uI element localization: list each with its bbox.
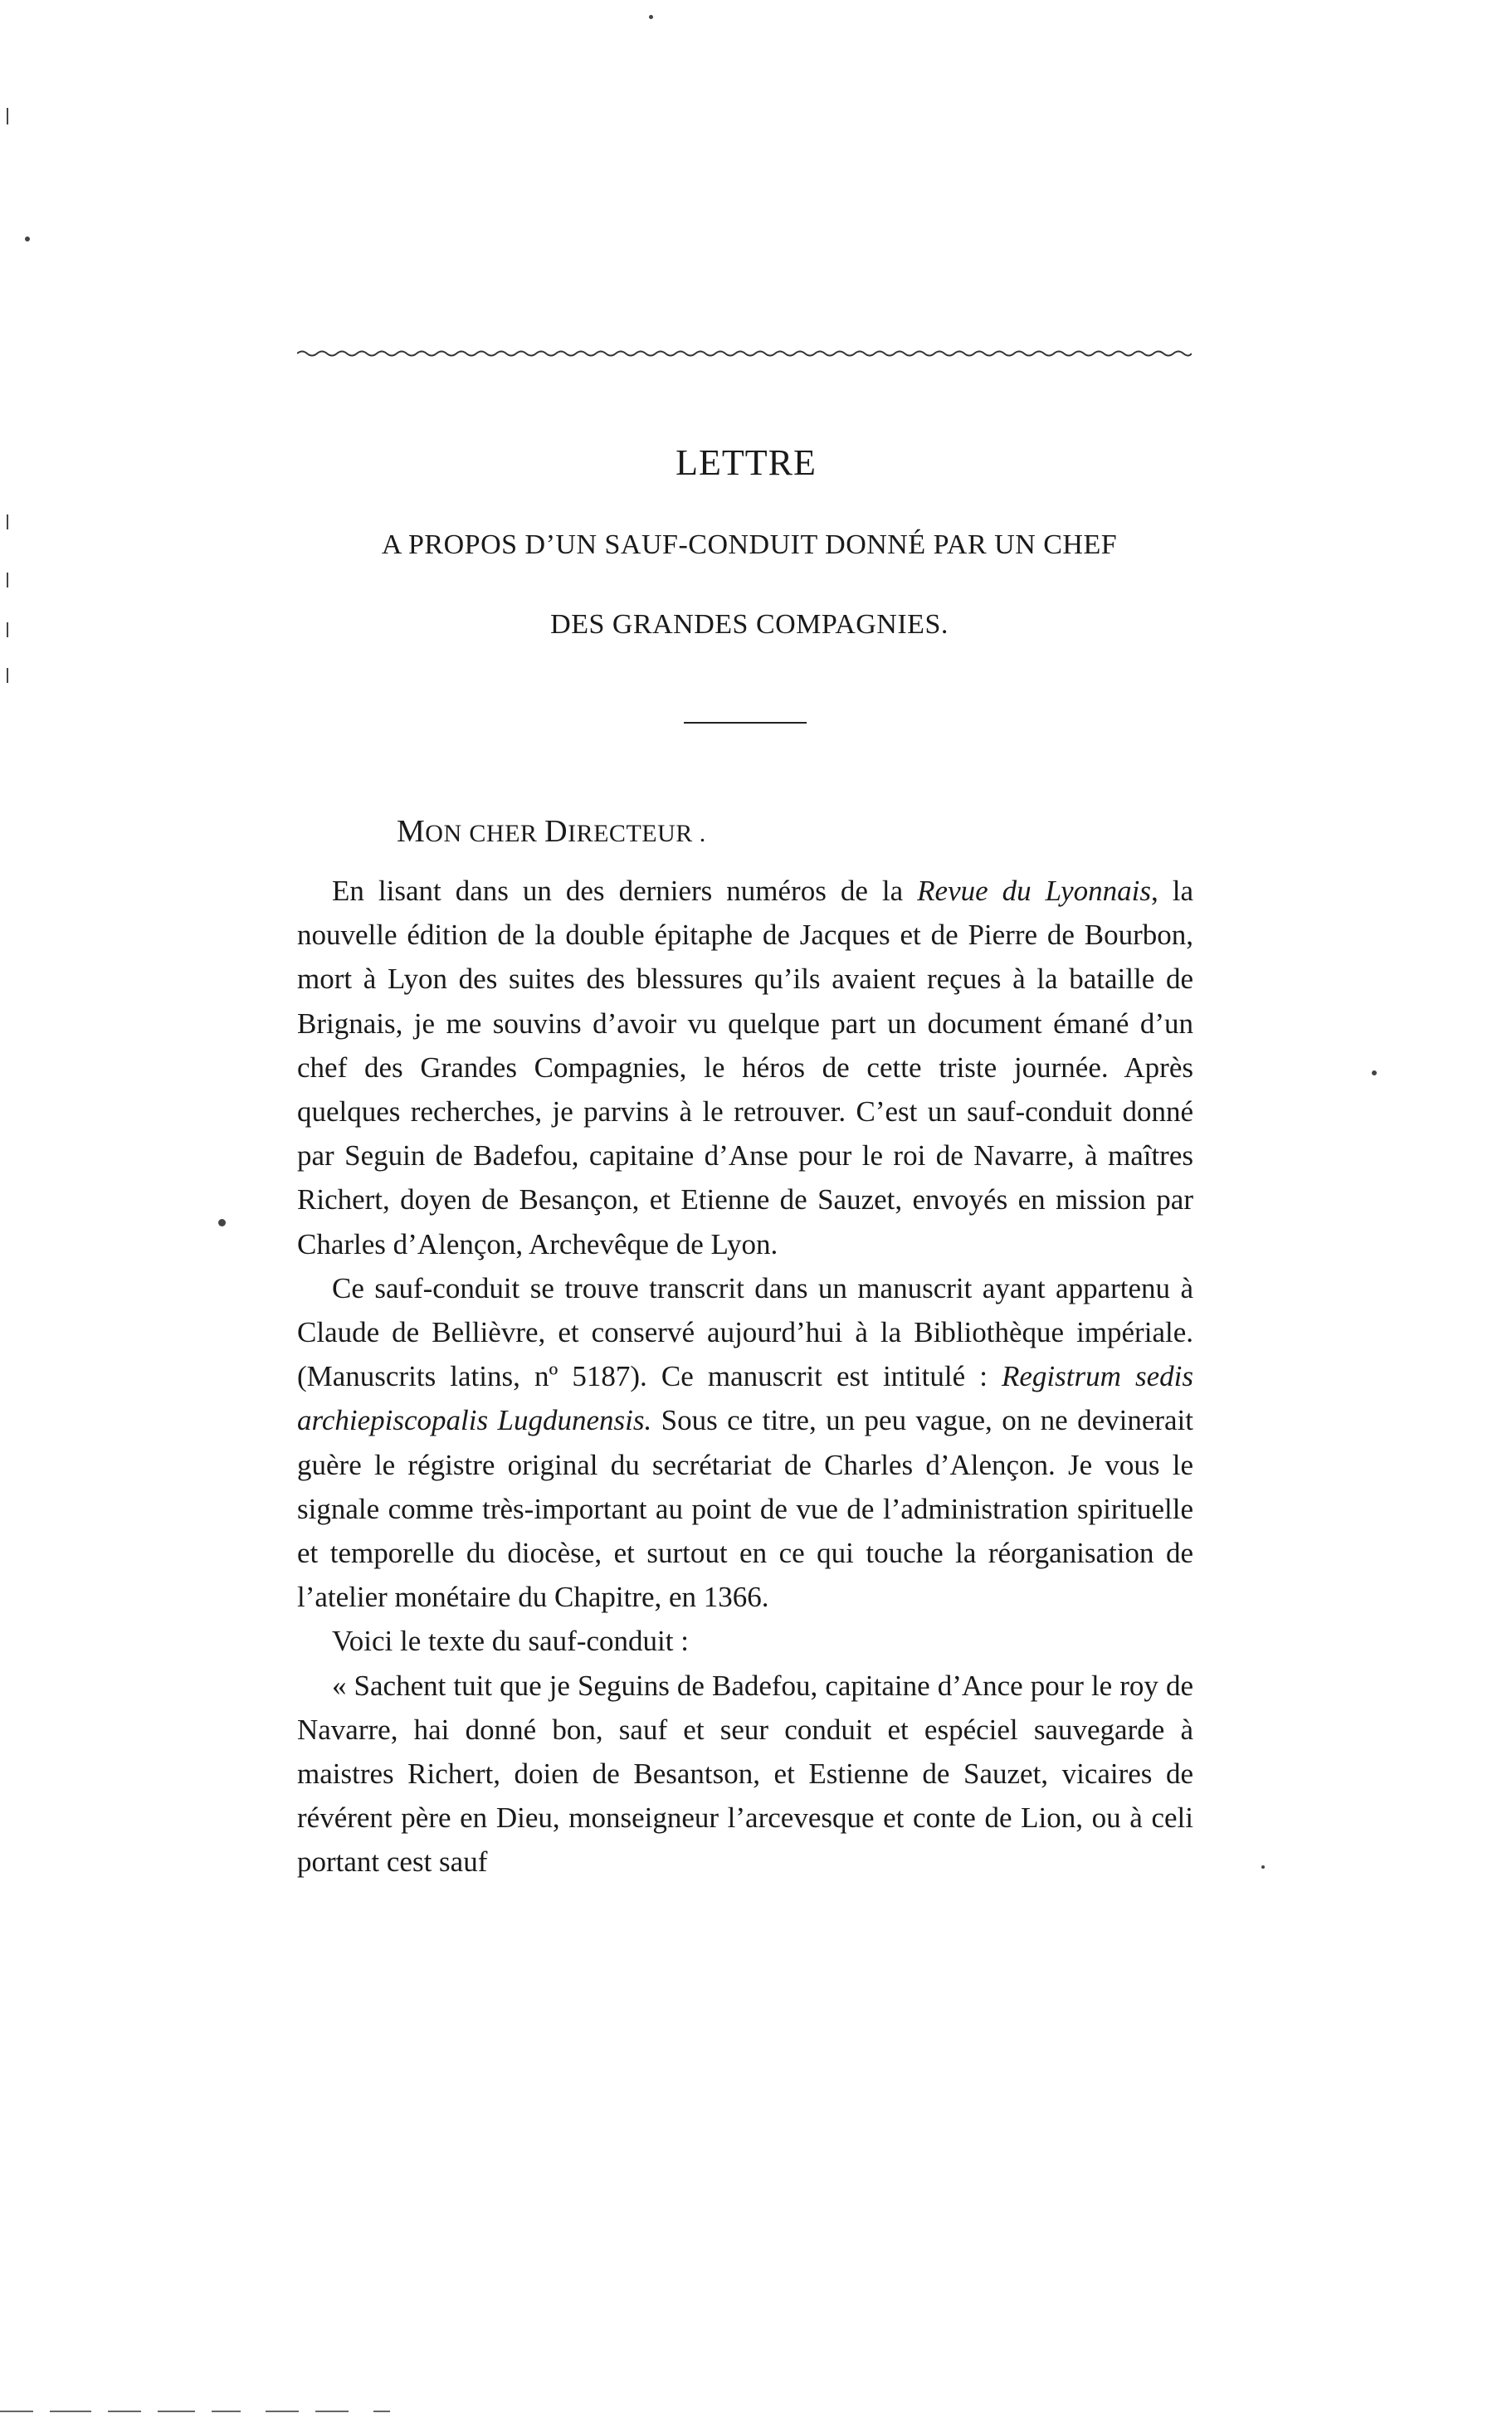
- bottom-edge-marks: [0, 2409, 465, 2414]
- paragraph: « Sachent tuit que je Seguins de Badefou, capitaine d’Ance pour le roy de Navarre, hai donné bon, sauf et seur conduit et espéciel sauvegarde à maistres Richert, doien de Besantson, et Estienne de Sauzet, vicaires de révérent père en Dieu, monseigneur l’arcevesque et conte de Lion, ou à celi portant cest sauf: [297, 1669, 1193, 1879]
- page-title: LETTRE: [676, 442, 817, 483]
- section-divider: [684, 722, 807, 724]
- subtitle-line-2: DES GRANDES COMPAGNIES.: [550, 609, 949, 640]
- wavy-rule-ornament: [297, 347, 1192, 358]
- salutation: MON CHER DIRECTEUR .: [397, 814, 706, 849]
- paragraph: En lisant dans un des derniers numéros de la Revue du Lyonnais, la nouvelle édition de la double épitaphe de Jacques et de Pierre de Bourbon, mort à Lyon des suites des blessures qu’ils avaient reçues à la bataille de Brignais, je me souvins d’avoir vu quelque part un document émané d’un chef des Grandes Compagnies, le héros de cette triste journée. Après quelques recherches, je parvins à le retrouver. C’est un sauf-conduit donné par Seguin de Badefou, capitaine d’Anse pour le roi de Navarre, à maîtres Richert, doyen de Besançon, et Etienne de Sauzet, envoyés en mission par Charles d’Alençon, Archevêque de Lyon.: [297, 875, 1193, 1260]
- body-text: [297, 869, 1193, 1884]
- paragraph: Ce sauf-conduit se trouve transcrit dans un manuscrit ayant appartenu à Claude de Bellièvre, et conservé aujourd’hui à la Bibliothèque impériale. (Manuscrits latins, nº 5187). Ce manuscrit est intitulé : Registrum sedis archiepiscopalis Lugdunensis. Sous ce titre, un peu vague, on ne devinerait guère le régistre original du secrétariat de Charles d’Alençon. Je vous le signale comme très-important au point de vue de l’administration spirituelle et temporelle du diocèse, et surtout en ce qui touche la réorganisation de l’atelier monétaire du Chapitre, en 1366.: [297, 1271, 1194, 1614]
- paragraph: Voici le texte du sauf-conduit :: [332, 1625, 689, 1658]
- subtitle-line-1: A PROPOS D’UN SAUF-CONDUIT DONNÉ PAR UN CHEF: [381, 529, 1118, 560]
